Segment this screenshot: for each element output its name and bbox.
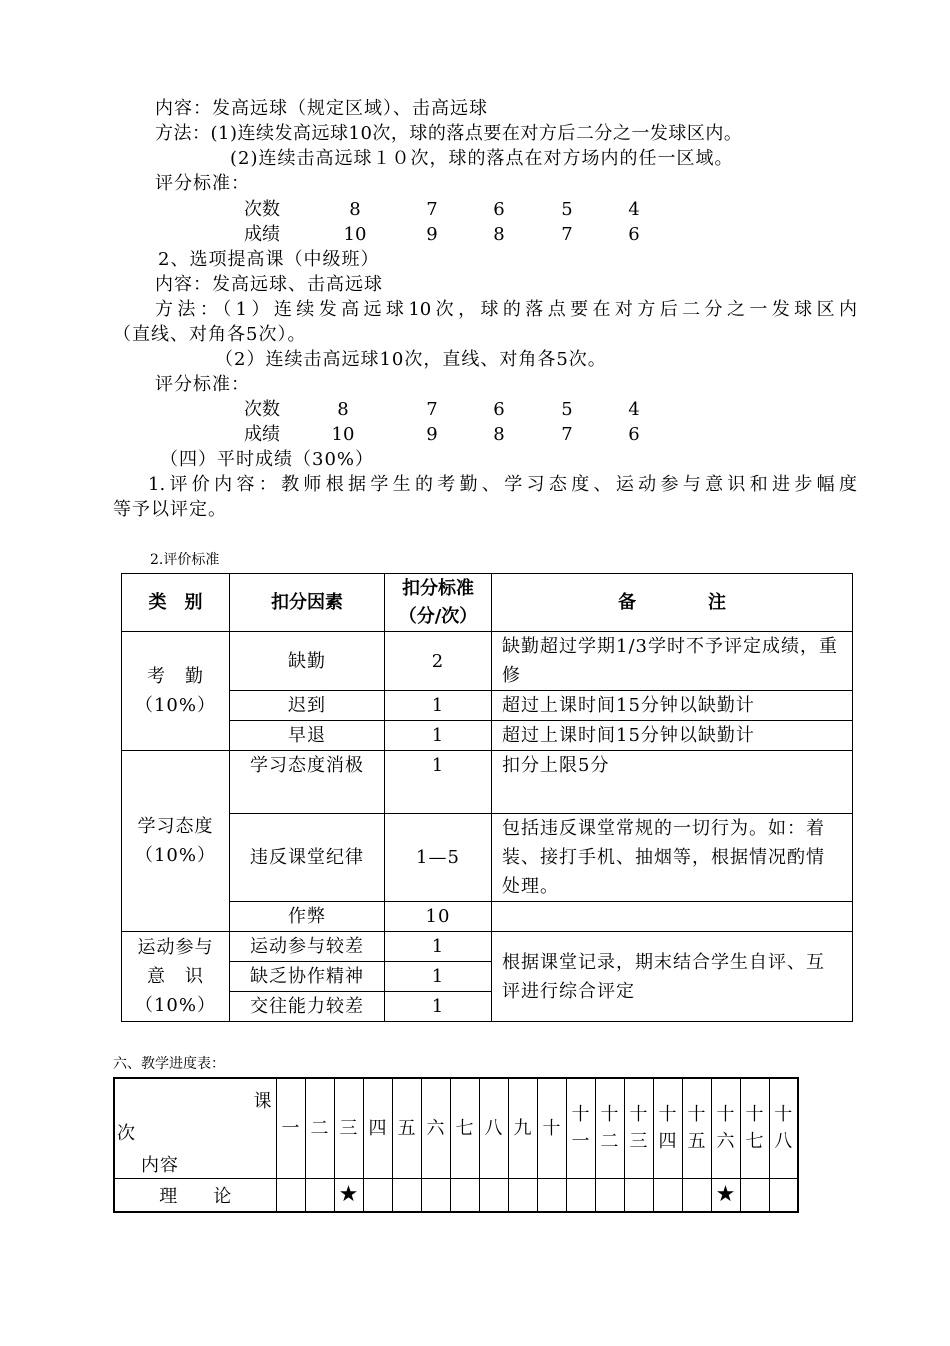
table-row xyxy=(122,751,853,814)
schedule-header-row xyxy=(114,1078,798,1178)
schedule-table xyxy=(113,1077,799,1213)
times-value: 7 xyxy=(426,399,438,420)
criteria-label-1: 评分标准： xyxy=(155,173,250,194)
points-cell: 1 xyxy=(385,691,492,721)
table-row xyxy=(122,721,853,751)
schedule-cell xyxy=(392,1178,421,1212)
note-cell: 扣分上限5分 xyxy=(492,751,853,814)
lesson-number: 十五 xyxy=(682,1078,711,1178)
times-label-2: 次数 xyxy=(244,399,280,420)
factor-cell: 早退 xyxy=(230,721,385,751)
lesson-number: 九 xyxy=(508,1078,537,1178)
times-label-1: 次数 xyxy=(244,199,280,220)
eval-criteria-title: 2.评价标准 xyxy=(150,552,220,568)
factor-cell: 缺勤 xyxy=(230,632,385,691)
times-value: 8 xyxy=(337,399,349,420)
points-cell: 2 xyxy=(385,632,492,691)
category-participation: 运动参与意 识（10%） xyxy=(122,932,230,1022)
factor-cell: 学习态度消极 xyxy=(230,751,385,814)
category-attendance: 考 勤（10%） xyxy=(122,632,230,751)
score-value: 9 xyxy=(426,424,438,445)
schedule-cell xyxy=(682,1178,711,1212)
schedule-cell xyxy=(624,1178,653,1212)
score-value: 8 xyxy=(493,224,505,245)
note-cell: 超过上课时间15分钟以缺勤计 xyxy=(492,721,853,751)
lesson-number: 一 xyxy=(276,1078,305,1178)
category-attitude: 学习态度（10%） xyxy=(122,751,230,932)
note-cell xyxy=(492,902,853,932)
schedule-cell xyxy=(276,1178,305,1212)
score-value: 8 xyxy=(493,424,505,445)
score-value: 7 xyxy=(561,224,573,245)
eval-content-line-b: 等予以评定。 xyxy=(113,499,227,520)
schedule-cell xyxy=(653,1178,682,1212)
table-row xyxy=(122,902,853,932)
times-value: 4 xyxy=(628,399,640,420)
lesson-number: 十七 xyxy=(740,1078,769,1178)
lesson-number: 六 xyxy=(421,1078,450,1178)
schedule-cell xyxy=(363,1178,392,1212)
lesson-number: 七 xyxy=(450,1078,479,1178)
corner-count-label: 次 xyxy=(117,1123,135,1144)
schedule-title: 六、教学进度表： xyxy=(113,1056,225,1072)
factor-cell: 作弊 xyxy=(230,902,385,932)
factor-cell: 违反课堂纪律 xyxy=(230,814,385,902)
criteria-label-2: 评分标准： xyxy=(155,374,250,395)
schedule-corner-cell xyxy=(114,1078,276,1178)
corner-content-label: 内容 xyxy=(141,1155,179,1176)
schedule-cell xyxy=(421,1178,450,1212)
lesson-number: 十六 xyxy=(711,1078,740,1178)
content-line-2: 内容：发高远球、击高远球 xyxy=(155,274,383,295)
score-value: 6 xyxy=(628,424,640,445)
table-row xyxy=(122,632,853,691)
points-cell: 1—5 xyxy=(385,814,492,902)
schedule-cell xyxy=(450,1178,479,1212)
method-line-2: (2)连续击高远球１０次，球的落点在对方场内的任一区域。 xyxy=(230,148,734,169)
header-category: 类 别 xyxy=(122,574,230,632)
schedule-cell xyxy=(595,1178,624,1212)
factor-cell: 迟到 xyxy=(230,691,385,721)
header-factor: 扣分因素 xyxy=(230,574,385,632)
points-cell: 1 xyxy=(385,751,492,814)
points-cell: 1 xyxy=(385,721,492,751)
schedule-cell xyxy=(740,1178,769,1212)
times-value: 5 xyxy=(561,199,573,220)
factor-cell: 交往能力较差 xyxy=(230,992,385,1022)
lesson-number: 十二 xyxy=(595,1078,624,1178)
row-label-theory: 理 论 xyxy=(114,1178,276,1212)
points-cell: 1 xyxy=(385,962,492,992)
corner-lesson-label: 课 xyxy=(253,1091,272,1112)
schedule-cell xyxy=(566,1178,595,1212)
points-cell: 1 xyxy=(385,992,492,1022)
factor-cell: 缺乏协作精神 xyxy=(230,962,385,992)
note-cell: 超过上课时间15分钟以缺勤计 xyxy=(492,691,853,721)
note-cell: 包括违反课堂常规的一切行为。如：着装、接打手机、抽烟等，根据情况酌情处理。 xyxy=(492,814,853,902)
lesson-number: 十 xyxy=(537,1078,566,1178)
times-value: 6 xyxy=(493,199,505,220)
score-label-1: 成绩 xyxy=(244,224,280,245)
section-heading-4: （四）平时成绩（30%） xyxy=(160,449,375,470)
score-value: 9 xyxy=(426,224,438,245)
header-standard: 扣分标准（分/次） xyxy=(385,574,492,632)
points-cell: 10 xyxy=(385,902,492,932)
score-value: 10 xyxy=(343,224,367,245)
star-icon: ★ xyxy=(334,1178,363,1212)
schedule-cell xyxy=(508,1178,537,1212)
times-value: 8 xyxy=(349,199,361,220)
lesson-number: 十三 xyxy=(624,1078,653,1178)
evaluation-table xyxy=(121,573,853,1022)
lesson-number: 三 xyxy=(334,1078,363,1178)
method-line-2a: 方法：（1）连续发高远球10次，球的落点要在对方后二分之一发球区内 xyxy=(155,299,857,320)
score-label-2: 成绩 xyxy=(244,424,280,445)
table-row xyxy=(122,691,853,721)
score-value: 7 xyxy=(561,424,573,445)
times-value: 4 xyxy=(628,199,640,220)
section-heading-2: 2、选项提高课（中级班） xyxy=(158,249,380,270)
lesson-number: 十八 xyxy=(769,1078,798,1178)
schedule-cell xyxy=(537,1178,566,1212)
schedule-cell xyxy=(305,1178,334,1212)
schedule-cell xyxy=(479,1178,508,1212)
table-row xyxy=(122,814,853,902)
note-cell: 缺勤超过学期1/3学时不予评定成绩，重修 xyxy=(492,632,853,691)
eval-content-line-a: 1.评价内容：教师根据学生的考勤、学习态度、运动参与意识和进步幅度 xyxy=(148,474,857,495)
header-note: 备 注 xyxy=(492,574,853,632)
method-line-1: 方法：(1)连续发高远球10次，球的落点要在对方后二分之一发球区内。 xyxy=(155,123,743,144)
lesson-number: 十一 xyxy=(566,1078,595,1178)
table-header-row xyxy=(122,574,853,632)
points-cell: 1 xyxy=(385,932,492,962)
times-value: 5 xyxy=(561,399,573,420)
lesson-number: 八 xyxy=(479,1078,508,1178)
table-row xyxy=(122,932,853,962)
lesson-number: 二 xyxy=(305,1078,334,1178)
star-icon: ★ xyxy=(711,1178,740,1212)
score-value: 10 xyxy=(331,424,355,445)
note-cell: 根据课堂记录，期末结合学生自评、互评进行综合评定 xyxy=(492,932,853,1022)
score-value: 6 xyxy=(628,224,640,245)
lesson-number: 十四 xyxy=(653,1078,682,1178)
schedule-cell xyxy=(769,1178,798,1212)
lesson-number: 四 xyxy=(363,1078,392,1178)
schedule-row-theory xyxy=(114,1178,798,1212)
method-line-2b: （直线、对角各5次）。 xyxy=(113,324,307,345)
factor-cell: 运动参与较差 xyxy=(230,932,385,962)
lesson-number: 五 xyxy=(392,1078,421,1178)
method-line-2c: （2）连续击高远球10次，直线、对角各5次。 xyxy=(215,349,607,370)
times-value: 6 xyxy=(493,399,505,420)
content-line-1: 内容：发高远球（规定区域）、击高远球 xyxy=(155,98,488,119)
times-value: 7 xyxy=(426,199,438,220)
